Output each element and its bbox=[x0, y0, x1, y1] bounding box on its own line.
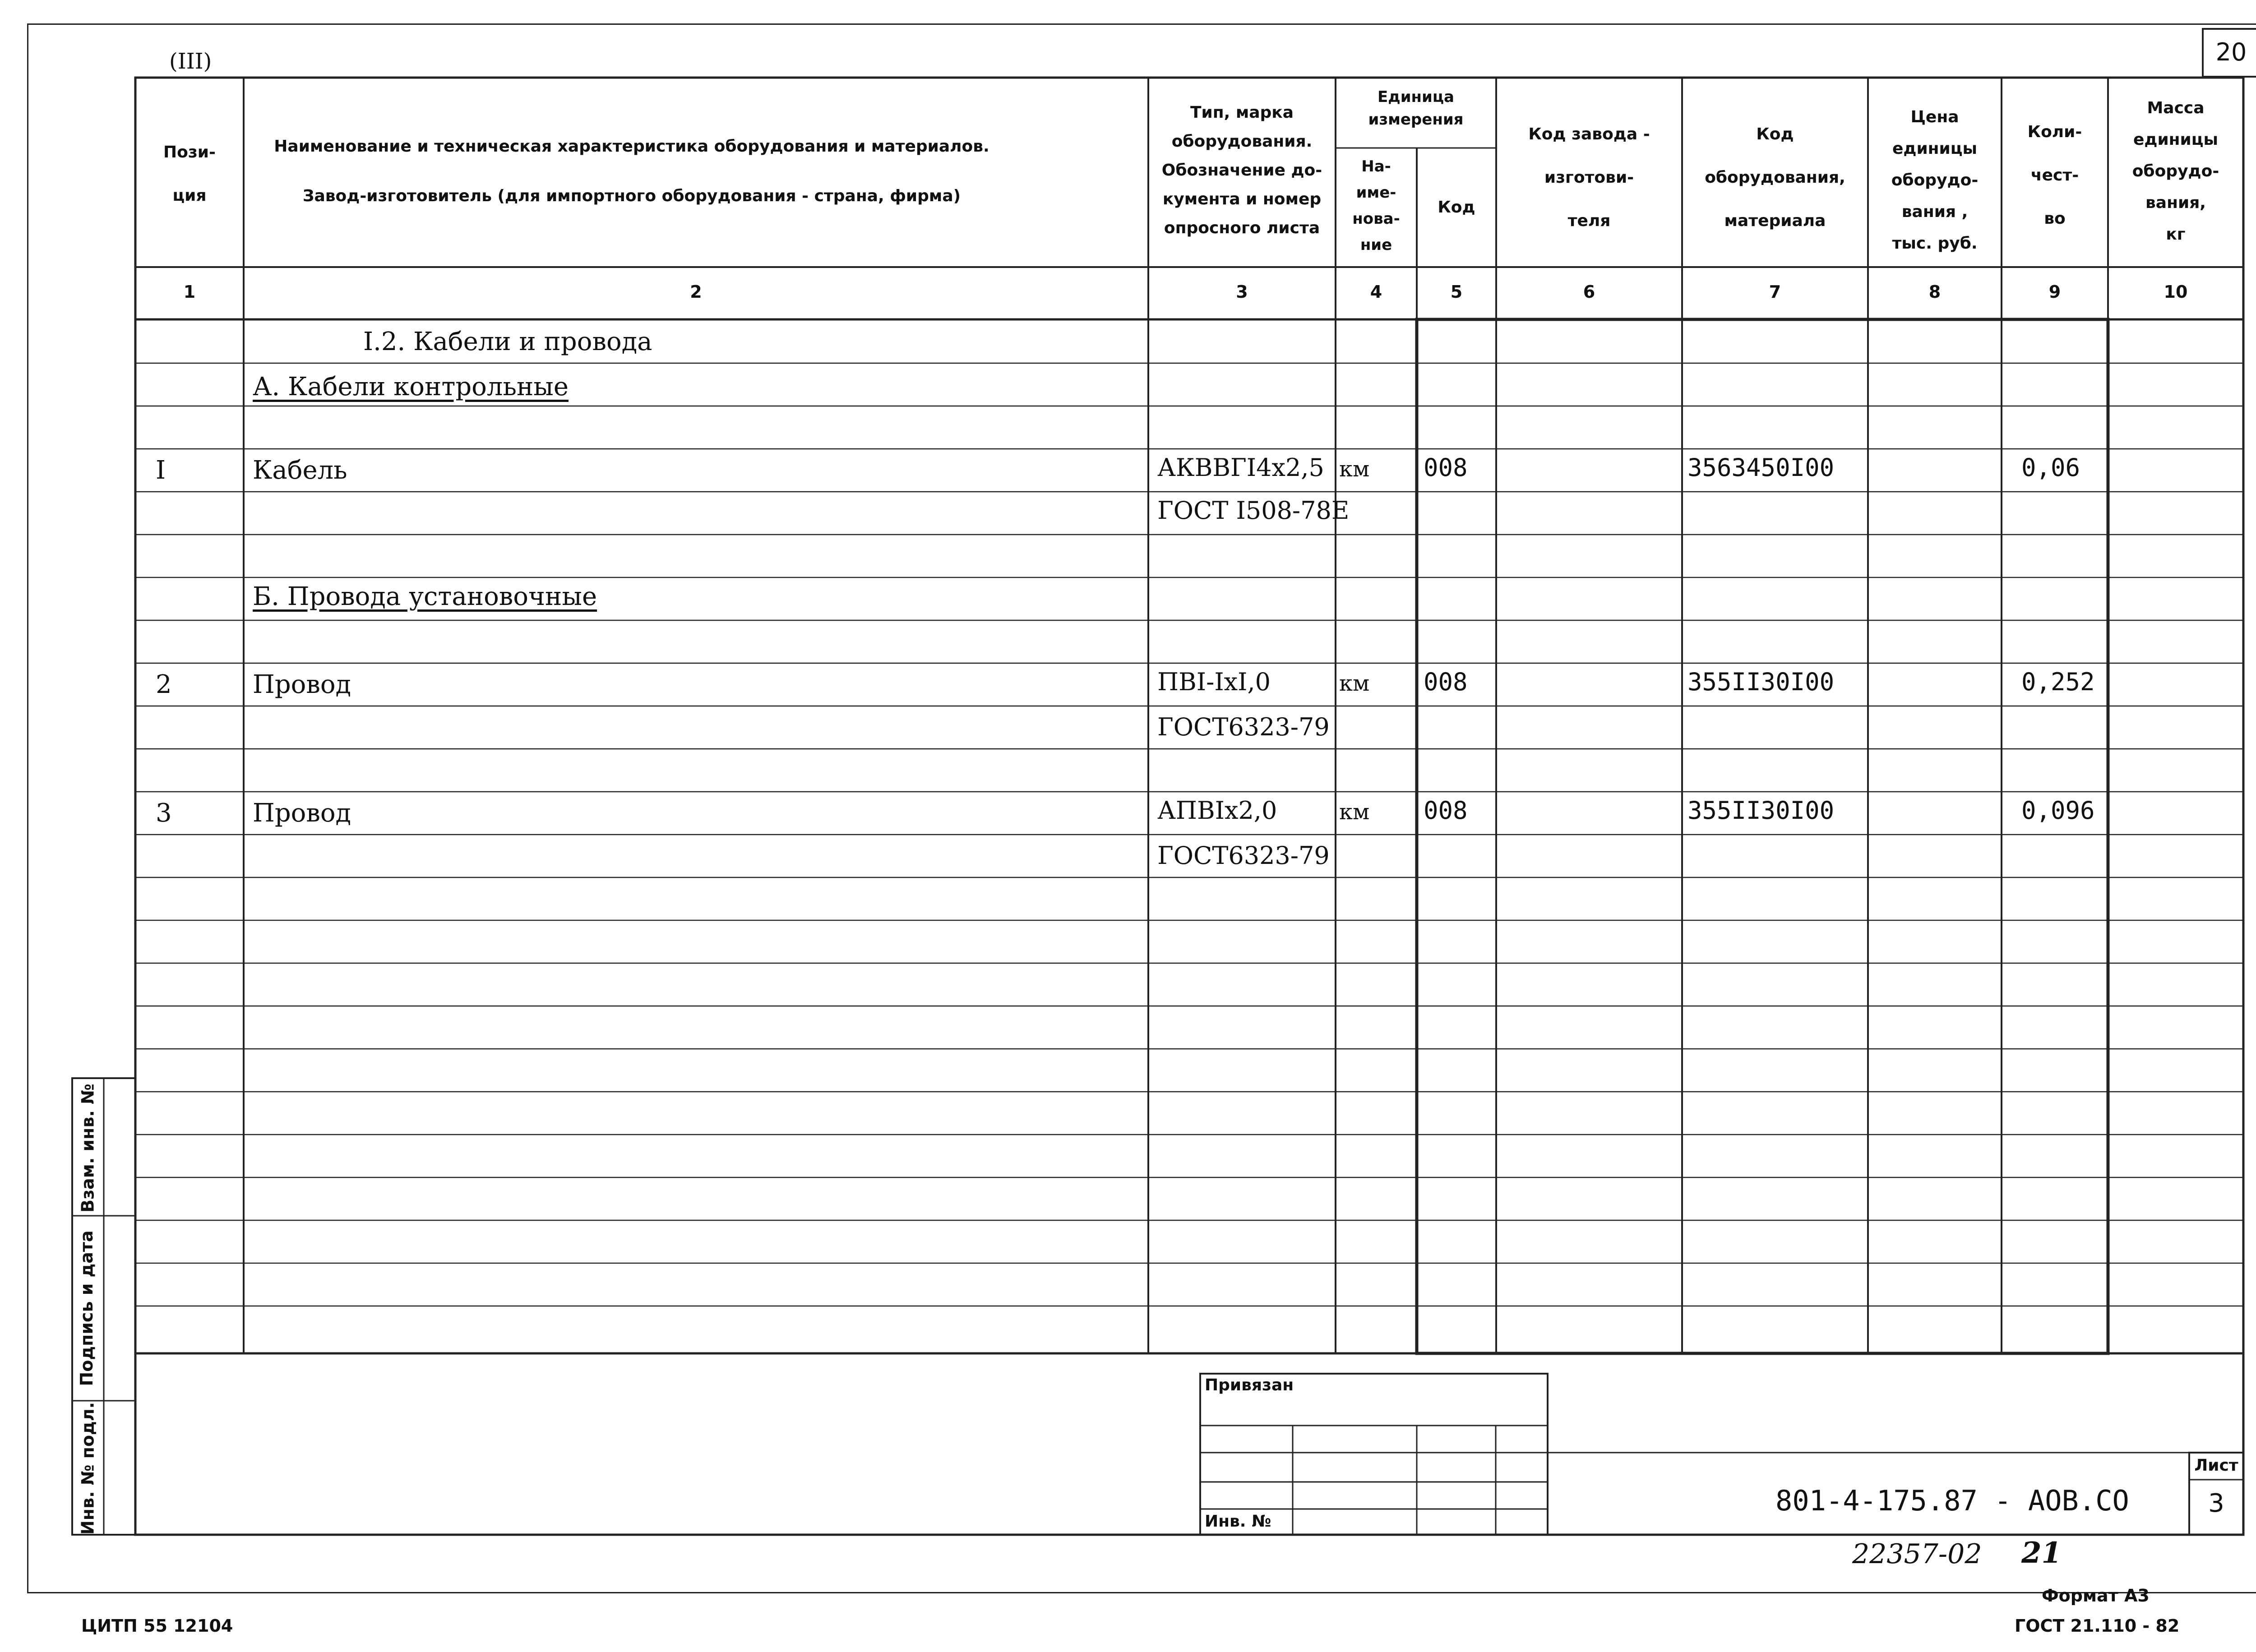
header-position: Пози- ция bbox=[163, 143, 216, 205]
stamp-list-label: Лист bbox=[2194, 1456, 2238, 1475]
side-label-signature-date: Подпись и дата bbox=[77, 1230, 97, 1386]
item3-unit-code: 008 bbox=[1424, 796, 1468, 825]
item2-unit-code: 008 bbox=[1424, 668, 1468, 696]
item3-material-code: 355II30I00 bbox=[1687, 796, 1835, 825]
item1-type-gost: ГОСТ I508-78Е bbox=[1157, 496, 1350, 525]
side-label-inv-original: Инв. № подл. bbox=[78, 1402, 98, 1535]
section-title: I.2. Кабели и провода bbox=[363, 327, 652, 356]
col-number-4: 4 bbox=[1370, 282, 1382, 302]
header-mass: Масса единицы оборудо- вания, кг bbox=[2132, 99, 2219, 244]
col-number-5: 5 bbox=[1450, 282, 1463, 302]
header-factory-code: Код завода - изготови- теля bbox=[1528, 125, 1650, 230]
item1-unit: км bbox=[1339, 457, 1370, 482]
header-type: Тип, марка оборудования. Обозначение до- кумента и номер опросного листа bbox=[1161, 103, 1322, 237]
header-unit-group: Единица измерения bbox=[1368, 88, 1464, 129]
item3-name: Провод bbox=[253, 798, 351, 828]
item2-quantity: 0,252 bbox=[2021, 668, 2095, 696]
col-number-3: 3 bbox=[1236, 282, 1248, 302]
stamp-inv: Инв. № bbox=[1205, 1512, 1271, 1531]
footer-gost: ГОСТ 21.110 - 82 bbox=[2015, 1616, 2180, 1636]
item1-position: I bbox=[156, 456, 166, 485]
header-unit-name: На- име- нова- ние bbox=[1352, 157, 1400, 254]
item1-type: АКВВГI4х2,5 bbox=[1157, 453, 1324, 482]
item2-material-code: 355II30I00 bbox=[1687, 668, 1835, 696]
header-name: Наименование и техническая характеристика оборудования и материалов. Завод-изготовитель (для импортного оборудования - страна, фирма) bbox=[274, 137, 989, 205]
item2-position: 2 bbox=[156, 670, 172, 699]
col-number-6: 6 bbox=[1583, 282, 1595, 302]
item1-quantity: 0,06 bbox=[2021, 453, 2080, 482]
col-number-9: 9 bbox=[2048, 282, 2061, 302]
col-number-2: 2 bbox=[690, 282, 702, 302]
item3-quantity: 0,096 bbox=[2021, 796, 2095, 825]
archive-sheet-number: 21 bbox=[2021, 1536, 2062, 1570]
item3-position: 3 bbox=[156, 798, 172, 828]
top-sheet-number: 20 bbox=[2215, 38, 2247, 66]
item1-material-code: 3563450I00 bbox=[1687, 453, 1835, 482]
item2-unit: км bbox=[1339, 671, 1370, 696]
header-unit-code: Код bbox=[1438, 198, 1475, 217]
header-material-code: Код оборудования, материала bbox=[1705, 125, 1845, 230]
header-price: Цена единицы оборудо- вания , тыс. руб. bbox=[1891, 108, 1979, 253]
stamp-privyazan: Привязан bbox=[1205, 1376, 1294, 1394]
subsection-b: Б. Провода установочные bbox=[253, 582, 597, 611]
item3-type: АПВIх2,0 bbox=[1157, 796, 1277, 825]
item2-type-gost: ГОСТ6323-79 bbox=[1157, 713, 1330, 741]
stamp-list-number: 3 bbox=[2208, 1489, 2224, 1518]
side-label-replace-inv: Взам. инв. № bbox=[78, 1084, 98, 1213]
col-number-8: 8 bbox=[1928, 282, 1941, 302]
archive-number: 22357-02 bbox=[1852, 1538, 1982, 1570]
item3-type-gost: ГОСТ6323-79 bbox=[1157, 841, 1330, 870]
stamp-document-code: 801-4-175.87 - АОВ.СО bbox=[1775, 1484, 2129, 1517]
item1-name: Кабель bbox=[253, 456, 347, 485]
section-marker: (III) bbox=[169, 49, 212, 74]
subsection-a: А. Кабели контрольные bbox=[253, 372, 569, 401]
col-number-1: 1 bbox=[183, 282, 196, 302]
footer-format: Формат А3 bbox=[2042, 1586, 2150, 1606]
item3-unit: км bbox=[1339, 799, 1370, 825]
header-quantity: Коли- чест- во bbox=[2027, 123, 2082, 228]
col-number-10: 10 bbox=[2164, 282, 2188, 302]
item1-unit-code: 008 bbox=[1424, 453, 1468, 482]
col-number-7: 7 bbox=[1769, 282, 1781, 302]
item2-name: Провод bbox=[253, 670, 351, 699]
footer-left-code: ЦИТП 55 12104 bbox=[81, 1616, 233, 1636]
item2-type: ПВI-IхI,0 bbox=[1157, 668, 1271, 696]
